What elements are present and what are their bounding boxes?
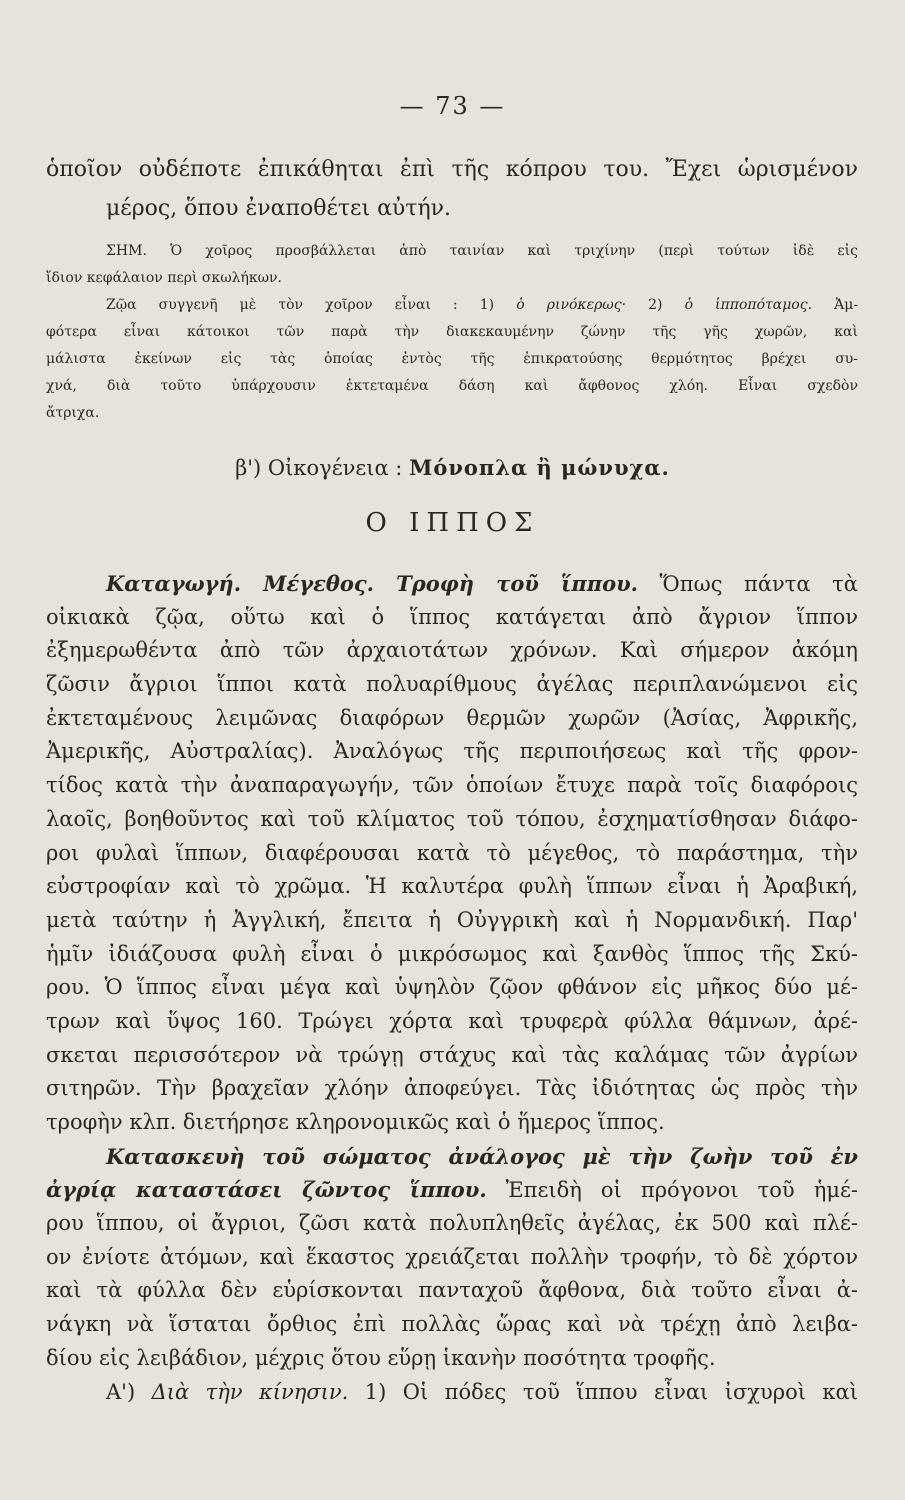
page-number: — 73 — [399, 92, 506, 120]
note-text: Ζῷα συγγενῆ μὲ τὸν χοῖρον εἶναι : 1) [106, 297, 495, 313]
text-line: εὐστροφίαν καὶ τὸ χρῶμα. Ἡ καλυτέρα φυλὴ ἵππων εἶναι ἡ Ἀραβική, [46, 874, 858, 899]
text-line: ἡμῖν ἰδιάζουσα φυλὴ εἶναι ὁ μικρόσωμος καὶ ξανθὸς ἵππος τῆς Σκύ- [46, 941, 858, 966]
text-run: 1) Οἱ πόδες τοῦ ἵππου εἶναι ἰσχυροὶ καὶ [364, 1379, 858, 1404]
subheading-line: Κατασκευὴ τοῦ σώματος ἀνάλογος μὲ τὴν ζωὴν τοῦ ἐν [106, 1143, 858, 1169]
note-line: μάλιστα ἐκείνων εἰς τὰς ὁποίας ἐντὸς τῆς ἐπικρατούσης θερμότητος βρέχει συ- [46, 351, 858, 367]
text-line: ρου ἵππου, οἱ ἄγριοι, ζῶσι κατὰ πολυπληθεῖς ἀγέλας, ἐκ 500 καὶ πλέ- [46, 1211, 858, 1236]
family-label: β') Οἰκογένεια : [235, 456, 403, 480]
note-italic: ὁ ρινόκερως· [516, 297, 627, 313]
text-line: σκεται περισσότερον νὰ τρώγῃ στάχυς καὶ τὰς καλάμας τῶν ἀγρίων [46, 1042, 858, 1067]
text-line: ρου. Ὁ ἵππος εἶναι μέγα καὶ ὑψηλὸν ζῷον φθάνον εἰς μῆκος δύο μέ- [46, 975, 858, 1000]
note-line: ἴδιον κεφάλαιον περὶ σκωλήκων. [46, 270, 282, 286]
text-line: σιτηρῶν. Τὴν βραχεῖαν χλόην ἀποφεύγει. Τὰς ἰδιότητας ὡς πρὸς τὴν [46, 1076, 858, 1101]
family-heading [0, 455, 905, 480]
text-line: λαοῖς, βοηθοῦντος καὶ τοῦ κλίματος τοῦ τόπου, ἐσχηματίσθησαν διάφο- [46, 806, 858, 831]
text-line [46, 567, 858, 601]
note-label: ΣΗΜ. [106, 243, 147, 259]
text-line: ἐξημερωθέντα ἀπὸ τῶν ἀρχαιοτάτων χρόνων. Καὶ σήμερον ἀκόμη [46, 638, 858, 663]
text-line: ον ἐνίοτε ἀτόμων, καὶ ἕκαστος χρειάζεται πολλὴν τροφήν, τὸ δὲ χόρτον [46, 1244, 858, 1269]
text-line: καὶ τὰ φύλλα δὲν εὑρίσκονται πανταχοῦ ἄφθονα, διὰ τοῦτο εἶναι ἀ- [46, 1278, 858, 1303]
italic-run: Διὰ τὴν κίνησιν. [151, 1379, 349, 1404]
text-line: ὁποῖον οὐδέποτε ἐπικάθηται ἐπὶ τῆς κόπρου του. Ἔχει ὡρισμένον [46, 157, 858, 182]
text-line: τίδος κατὰ τὴν ἀναπαραγωγήν, τῶν ὁποίων ἔτυχε παρὰ τοῖς διαφόροις [46, 773, 858, 798]
text-line: μετὰ ταύτην ἡ Ἀγγλική, ἔπειτα ἡ Οὐγγρικὴ καὶ ἡ Νορμανδική. Παρ' [46, 907, 858, 932]
text-line: μέρος, ὅπου ἐναποθέτει αὐτήν. [106, 196, 452, 221]
text-line [46, 1376, 858, 1410]
main-text [46, 567, 858, 1409]
footnote-block [46, 238, 858, 427]
text-line: νάγκη νὰ ἵσταται ὄρθιος ἐπὶ πολλὰς ὥρας καὶ νὰ τρέχῃ ἀπὸ λειβα- [46, 1312, 858, 1337]
text-line: ἐκτεταμένους λειμῶνας διαφόρων θερμῶν χωρῶν (Ἀσίας, Ἀφρικῆς, [46, 705, 858, 730]
paragraph-continuation [46, 150, 858, 228]
text-line: τροφὴν κλπ. διετήρησε κληρονομικῶς καὶ ὁ ἥμερος ἵππος. [46, 1110, 665, 1134]
family-value: Μόνοπλα ἢ μώνυχα. [409, 455, 670, 480]
text-line [46, 1173, 858, 1207]
note-text: 2) [648, 297, 663, 313]
text-line: Ἀμερικῆς, Αὐστραλίας). Ἀναλόγως τῆς περιποιήσεως καὶ τῆς φρον- [46, 739, 858, 764]
note-line: ἄτριχα. [46, 405, 100, 421]
note-text: Ὁ χοῖρος προσβάλλεται ἀπὸ ταινίαν καὶ τριχίνην (περὶ τούτων ἰδὲ εἰς [170, 243, 858, 259]
text-line: ζῶσιν ἄγριοι ἵπποι κατὰ πολυαρίθμους ἀγέλας περιπλανώμενοι εἰς [46, 672, 858, 697]
note-line [46, 292, 858, 319]
section-title: Ο ΙΠΠΟΣ [365, 508, 540, 538]
note-text: Ἀμ- [834, 297, 859, 313]
note-italic: ὁ ἱπποπόταμος. [684, 297, 813, 313]
text-run: Ἐπειδὴ οἱ πρόγονοι τοῦ ἡμέ- [505, 1178, 858, 1203]
text-run: Ὅπως πάντα τὰ [659, 572, 858, 596]
note-line: φότερα εἶναι κάτοικοι τῶν παρὰ τὴν διακεκαυμένην ζώνην τῆς γῆς χωρῶν, καὶ [46, 324, 858, 340]
text-line: δίου εἰς λειβάδιον, μέχρις ὅτου εὕρῃ ἱκανὴν ποσότητα τροφῆς. [46, 1345, 716, 1370]
text-run: Α') [106, 1379, 136, 1404]
note-line: χνά, διὰ τοῦτο ὑπάρχουσιν ἐκτεταμένα δάση καὶ ἄφθονος χλόη. Εἶναι σχεδὸν [46, 378, 858, 394]
subheading: ἀγρίᾳ καταστάσει ζῶντος ἵππου. [46, 1177, 487, 1203]
text-line: τρων καὶ ὕψος 160. Τρώγει χόρτα καὶ τρυφερὰ φύλλα θάμνων, ἀρέ- [46, 1008, 858, 1033]
text-line: οἰκιακὰ ζῷα, οὕτω καὶ ὁ ἵππος κατάγεται ἀπὸ ἄγριον ἵππον [46, 604, 858, 629]
subheading: Καταγωγή. Μέγεθος. Τροφὴ τοῦ ἵππου. [106, 571, 638, 596]
note-line [46, 238, 858, 265]
text-line: ροι φυλαὶ ἵππων, διαφέρουσαι κατὰ τὸ μέγεθος, τὸ παράστημα, τὴν [46, 840, 858, 865]
